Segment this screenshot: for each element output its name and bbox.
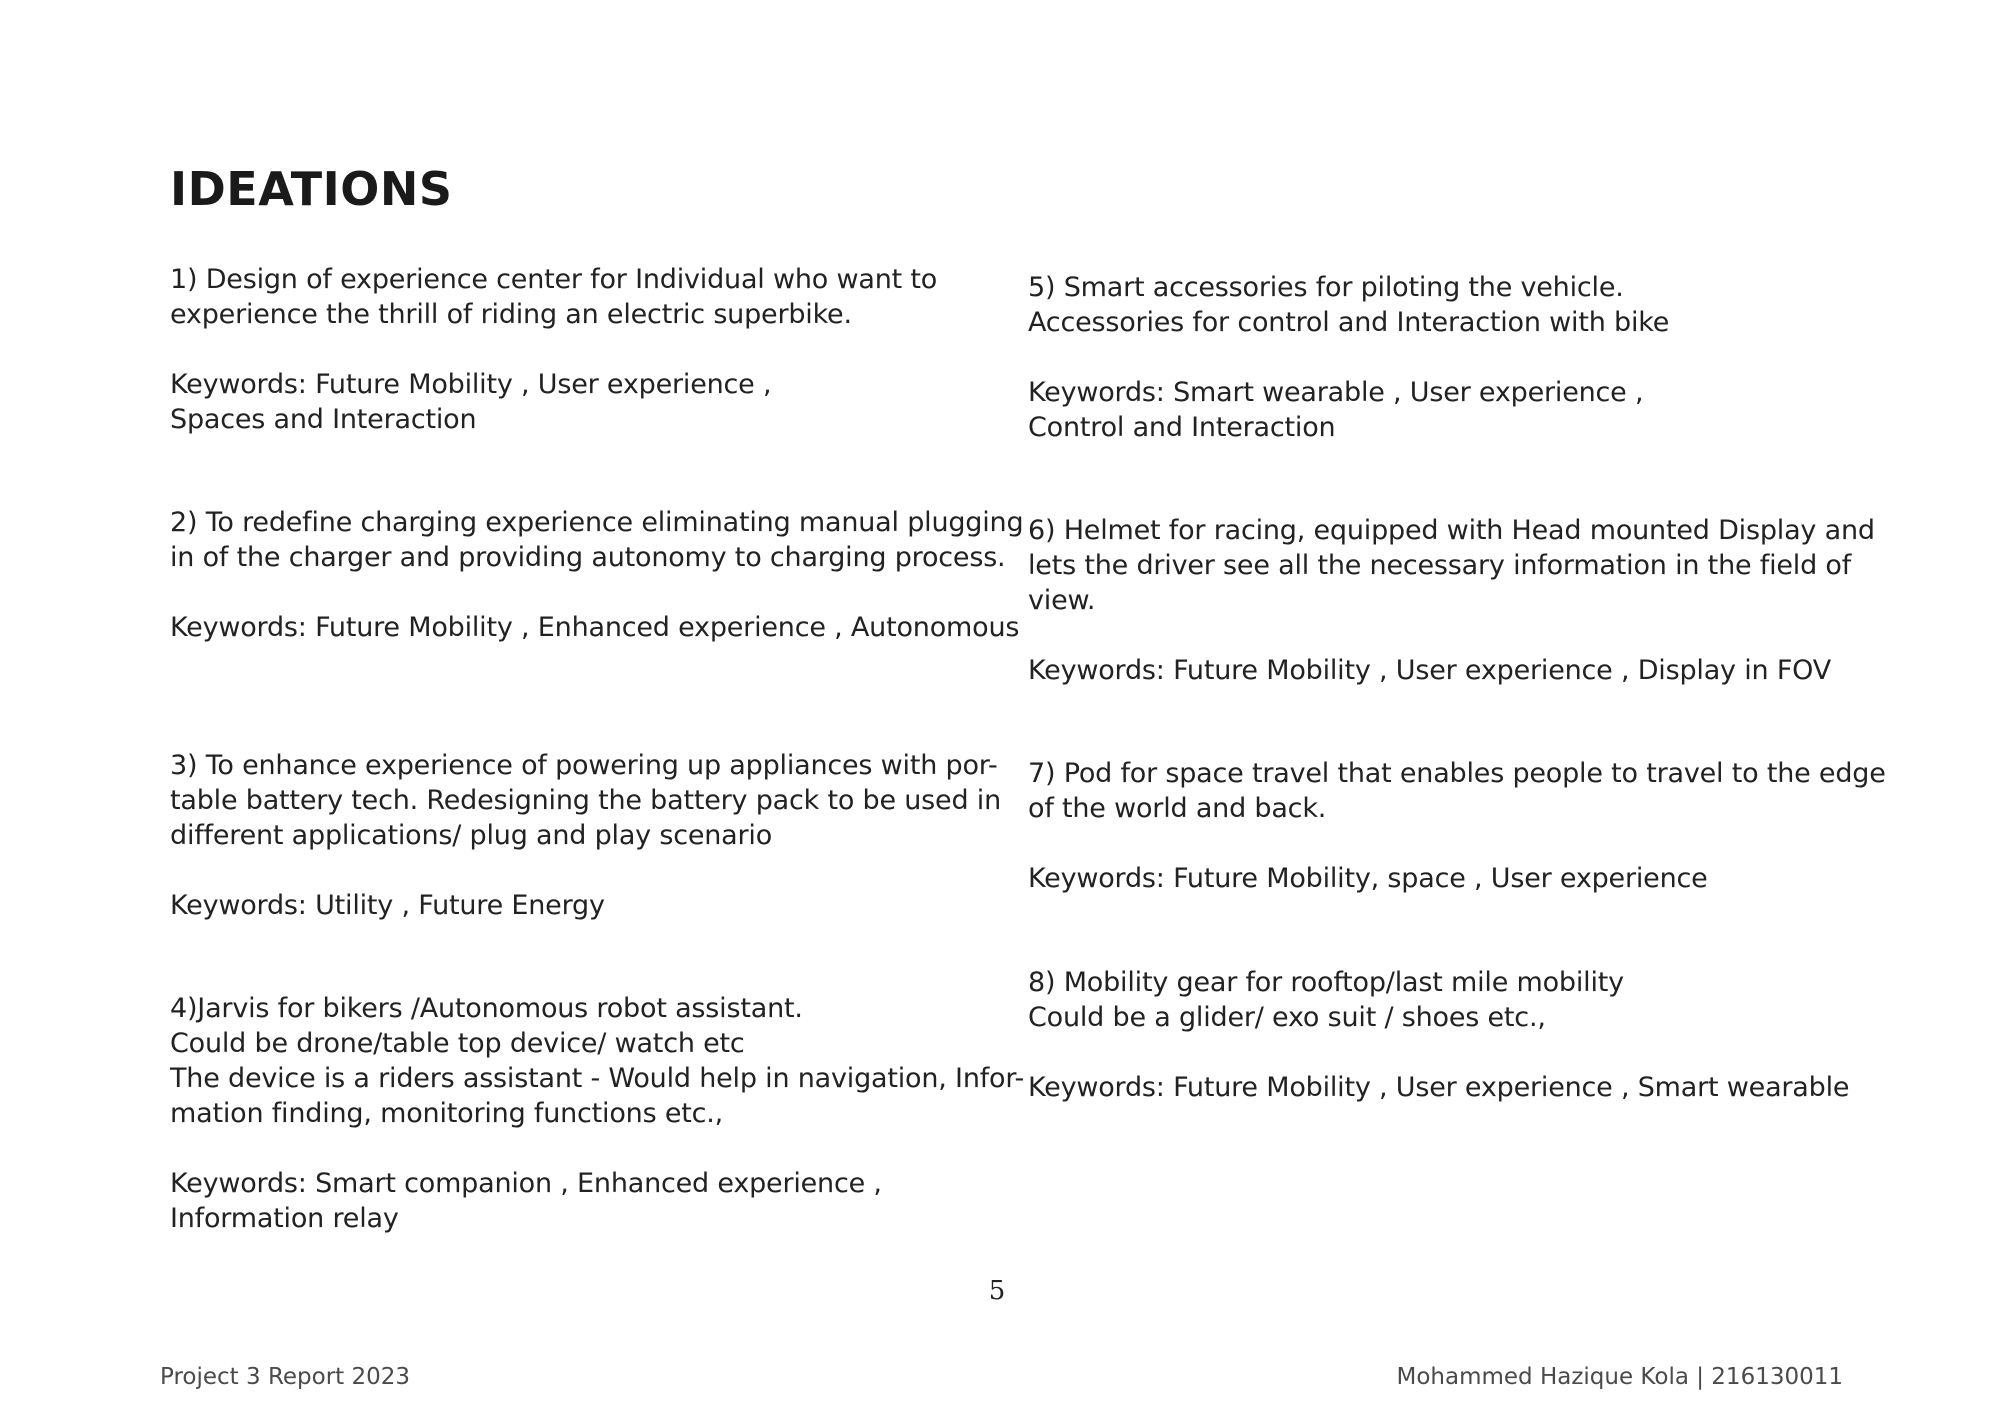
idea-5 — [1028, 270, 1848, 445]
idea-8-line-2: Could be a glider/ exo suit / shoes etc., — [1028, 1002, 1546, 1033]
idea-6-line-1: 6) Helmet for racing, equipped with Head mounted Display and — [1028, 515, 1875, 546]
idea-5-keywords-line-1: Keywords: Smart wearable , User experience , — [1028, 377, 1644, 408]
footer-author-label: Mohammed Hazique Kola | 216130011 — [1396, 1364, 1843, 1390]
idea-4 — [170, 991, 1025, 1236]
idea-6-line-2: lets the driver see all the necessary information in the field of — [1028, 550, 1852, 581]
idea-7 — [1028, 756, 1886, 896]
idea-5-keywords-line-2: Control and Interaction — [1028, 412, 1336, 443]
idea-2-keywords-line-1: Keywords: Future Mobility , Enhanced experience , Autonomous — [170, 612, 1020, 643]
idea-3-line-3: different applications/ plug and play scenario — [170, 820, 773, 851]
idea-3 — [170, 748, 1001, 923]
idea-5-line-2: Accessories for control and Interaction with bike — [1028, 307, 1670, 338]
idea-1-line-2: experience the thrill of riding an electric superbike. — [170, 299, 852, 330]
idea-3-line-1: 3) To enhance experience of powering up appliances with por- — [170, 750, 998, 781]
idea-8-line-1: 8) Mobility gear for rooftop/last mile mobility — [1028, 967, 1624, 998]
idea-4-line-2: Could be drone/table top device/ watch etc — [170, 1028, 745, 1059]
footer-report-label: Project 3 Report 2023 — [160, 1364, 411, 1390]
idea-1-keywords-line-1: Keywords: Future Mobility , User experience , — [170, 369, 772, 400]
idea-6-line-3: view. — [1028, 585, 1096, 616]
idea-4-line-3: The device is a riders assistant - Would help in navigation, Infor- — [170, 1063, 1025, 1094]
idea-7-keywords-line-1: Keywords: Future Mobility, space , User experience — [1028, 863, 1708, 894]
idea-6-keywords-line-1: Keywords: Future Mobility , User experience , Display in FOV — [1028, 655, 1831, 686]
idea-5-line-1: 5) Smart accessories for piloting the vehicle. — [1028, 272, 1624, 303]
idea-4-line-1: 4)Jarvis for bikers /Autonomous robot assistant. — [170, 993, 803, 1024]
idea-4-line-4: mation finding, monitoring functions etc., — [170, 1098, 724, 1129]
idea-7-line-1: 7) Pod for space travel that enables people to travel to the edge — [1028, 758, 1886, 789]
idea-1-keywords-line-2: Spaces and Interaction — [170, 404, 477, 435]
idea-2-line-2: in of the charger and providing autonomy to charging process. — [170, 542, 1006, 573]
idea-4-keywords-line-1: Keywords: Smart companion , Enhanced experience , — [170, 1168, 882, 1199]
idea-1-line-1: 1) Design of experience center for Individual who want to — [170, 264, 938, 295]
idea-2-line-1: 2) To redefine charging experience eliminating manual plugging — [170, 507, 1024, 538]
page-title: IDEATIONS — [170, 162, 453, 216]
idea-3-keywords-line-1: Keywords: Utility , Future Energy — [170, 890, 605, 921]
idea-1 — [170, 262, 990, 437]
idea-6 — [1028, 513, 1875, 688]
idea-3-line-2: table battery tech. Redesigning the battery pack to be used in — [170, 785, 1001, 816]
page-number: 5 — [988, 1276, 1006, 1306]
idea-8 — [1028, 965, 1848, 1105]
idea-8-keywords-line-1: Keywords: Future Mobility , User experience , Smart wearable — [1028, 1072, 1850, 1103]
idea-2 — [170, 505, 1024, 645]
idea-7-line-2: of the world and back. — [1028, 793, 1327, 824]
idea-4-keywords-line-2: Information relay — [170, 1203, 399, 1234]
